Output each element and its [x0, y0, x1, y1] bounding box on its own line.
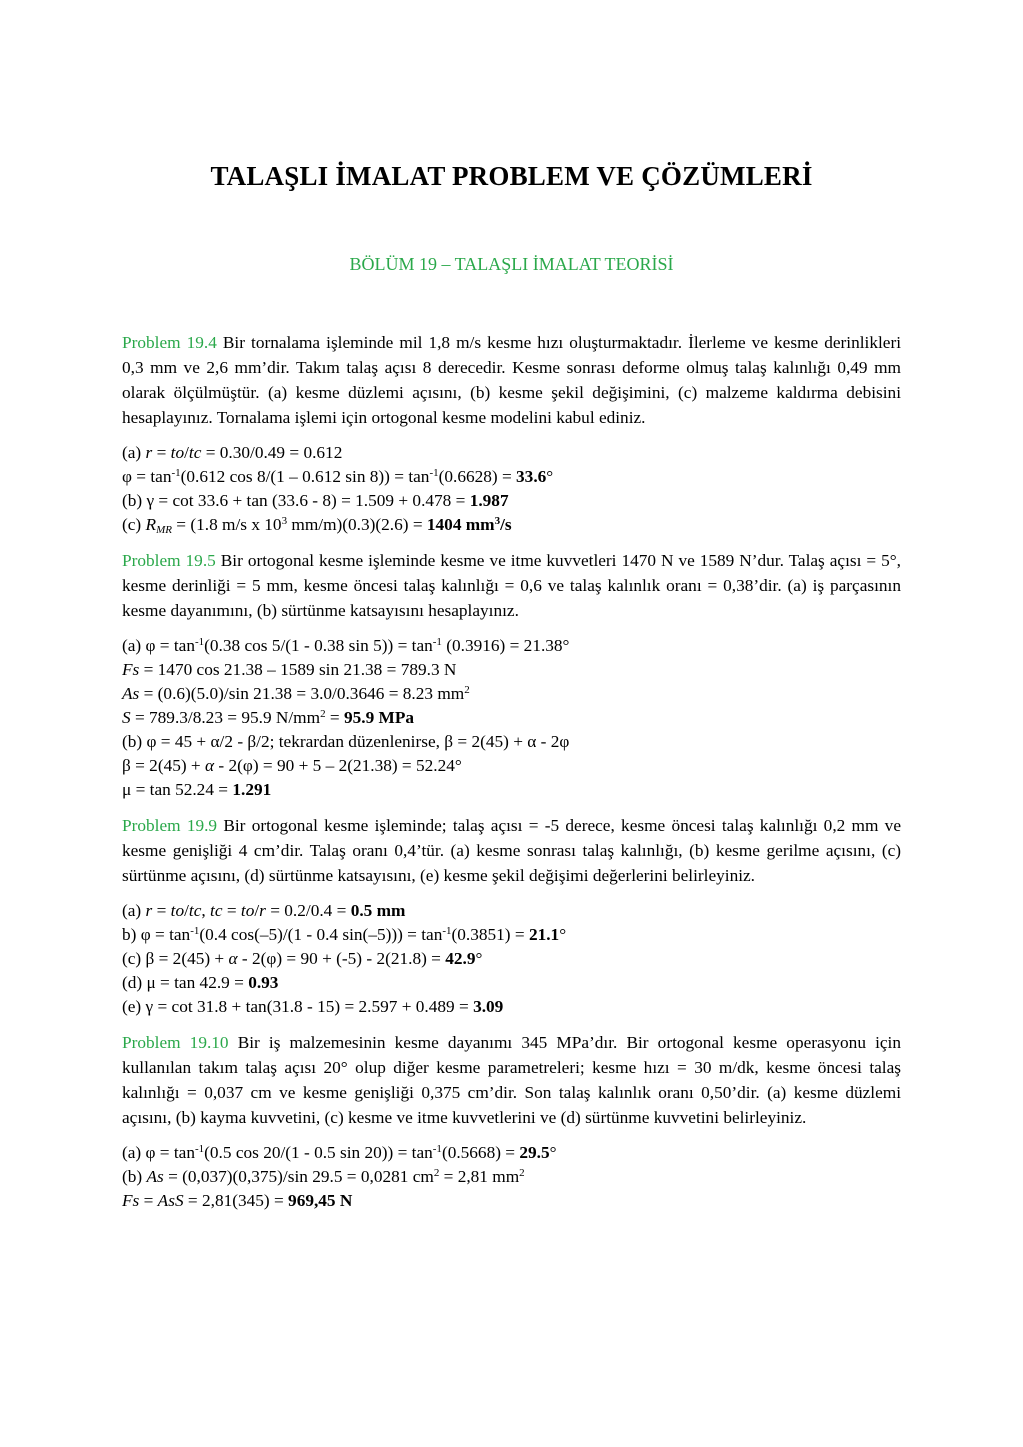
solution-text: - 2(φ) = 90 + 5 – 2(21.38) = 52.24°	[214, 756, 462, 775]
solution-text: -1	[432, 1143, 442, 1155]
solution-text: Fs	[122, 660, 140, 679]
solution-text: r	[259, 901, 266, 920]
problem-label: Problem 19.5	[122, 551, 216, 570]
solution-text: =	[139, 1191, 158, 1210]
problem-statement	[122, 330, 901, 430]
solution-text: /s	[500, 515, 512, 534]
solution-text: 1.291	[232, 780, 272, 799]
solution-text: = 0.2/0.4 =	[265, 901, 351, 920]
solution-text: (0.3851) =	[451, 925, 529, 944]
problem-text: Bir iş malzemesinin kesme dayanımı 345 MPa’dır. Bir ortogonal kesme operasyonu için kullanılan takım talaş açısı 20° olup diğer kesme parametreleri; kesme hızı = 30 m/dk, kesme öncesi talaş kalınlığı = 0,037 cm ve kesme genişliği 0,375 cm’dir. Son talaş kalınlık oranı 0,50’dir. (a) kesme düzlemi açısını, (b) kayma kuvvetini, (c) kesme ve itme kuvvetlerini ve (d) sürtünme kuvvetini belirleyiniz.	[122, 1033, 901, 1127]
solution-text: (0.6628) =	[438, 467, 517, 486]
solution-text: to	[240, 901, 255, 920]
solution-text: = 2,81 mm	[439, 1167, 520, 1186]
solution-text: b) φ = tan	[122, 925, 191, 944]
solution-text: 2	[464, 684, 470, 696]
solution-text: (e) γ = cot 31.8 + tan(31.8 - 15) = 2.597 + 0.489 =	[122, 997, 474, 1016]
solution-text: (a) φ = tan	[122, 636, 195, 655]
solution-text: (c)	[122, 515, 146, 534]
solution-text: = (0,037)(0,375)/sin 29.5 = 0,0281 cm	[163, 1167, 434, 1186]
solution-line	[122, 994, 901, 1018]
solution-text: (d) μ = tan 42.9 =	[122, 973, 249, 992]
solution-text: /	[184, 901, 189, 920]
problem-text: Bir tornalama işleminde mil 1,8 m/s kesme hızı oluşturmaktadır. İlerleme ve kesme derinlikleri 0,3 mm ve 2,6 mm’dir. Takım talaş açısı 8 derecedir. Kesme sonrası deforme olmuş talaş kalınlığı 0,49 mm olarak ölçülmüştür. (a) kesme düzlemi açısını, (b) kesme şekil değişimini, (c) malzeme kaldırma debisini hesaplayınız. Tornalama işlemi için ortogonal kesme modelini kabul ediniz.	[122, 333, 901, 427]
solution-line	[122, 681, 901, 705]
solution-text: =	[152, 443, 171, 462]
solution-text: 1.987	[469, 491, 509, 510]
solution-text: (a) φ = tan	[122, 1143, 195, 1162]
solution-text: (0.4 cos(–5)/(1 - 0.4 sin(–5))) = tan	[199, 925, 443, 944]
solution-text: S	[122, 708, 131, 727]
solution-text: (a)	[122, 443, 146, 462]
problem-label: Problem 19.9	[122, 816, 218, 835]
solution-text: °	[549, 1143, 557, 1162]
solution-text: (c) β = 2(45) +	[122, 949, 229, 968]
solution-text: MR	[156, 524, 172, 536]
document-title: TALAŞLI İMALAT PROBLEM VE ÇÖZÜMLERİ	[210, 161, 813, 191]
solution-text: 33.6	[516, 467, 547, 486]
problem-block	[122, 813, 901, 1018]
problem-statement	[122, 548, 901, 623]
solution-text: =	[325, 708, 344, 727]
solution-text: 42.9	[445, 949, 476, 968]
solution-text: β = 2(45) +	[122, 756, 205, 775]
solution-text: mm/m)(0.3)(2.6) =	[287, 515, 427, 534]
solution-line	[122, 512, 901, 536]
problem-label: Problem 19.4	[122, 333, 217, 352]
solution-text: 0.5 mm	[350, 901, 406, 920]
solution-text: = (0.6)(5.0)/sin 21.38 = 3.0/0.3646 = 8.23 mm	[139, 684, 465, 703]
problem-label: Problem 19.10	[122, 1033, 229, 1052]
problem-block	[122, 330, 901, 536]
solution-line	[122, 777, 901, 801]
solution	[122, 440, 901, 536]
solution-text: 3.09	[473, 997, 504, 1016]
solution-text: to	[170, 443, 185, 462]
solution-text: 3	[281, 515, 288, 527]
solution-line	[122, 1140, 901, 1164]
solution-text: 2	[519, 1167, 525, 1179]
solution-text: 21.1	[528, 925, 560, 944]
solution-text: (b) φ = 45 + α/2 - β/2; tekrardan düzenlenirse, β = 2(45) + α - 2φ	[122, 732, 570, 751]
problem-statement	[122, 813, 901, 888]
solution-text: R	[145, 515, 157, 534]
solution-line	[122, 970, 901, 994]
solution-text: = 1470 cos 21.38 – 1589 sin 21.38 = 789.3 N	[139, 660, 457, 679]
solution-text: -1	[194, 636, 205, 648]
solution-line	[122, 657, 901, 681]
solution-line	[122, 898, 901, 922]
solution-text: (b) γ = cot 33.6 + tan (33.6 - 8) = 1.509 + 0.478 =	[122, 491, 470, 510]
solution-text: to	[170, 901, 185, 920]
solution-text: /	[254, 901, 260, 920]
solution-text: α	[228, 949, 238, 968]
solution-text: = (1.8 m/s x 10	[171, 515, 282, 534]
solution-line	[122, 922, 901, 946]
solution-text: tc	[188, 901, 202, 920]
solution-text: (b)	[122, 1167, 147, 1186]
solution-text: 3	[494, 515, 501, 527]
solution-text: -1	[442, 925, 452, 937]
solution-text: -1	[190, 925, 200, 937]
solution-text: °	[546, 467, 554, 486]
solution-text: tc	[210, 901, 223, 920]
solution-text: (0.5668) =	[441, 1143, 520, 1162]
solution-line	[122, 488, 901, 512]
solution-text: 969,45 N	[288, 1191, 353, 1210]
problem-block	[122, 548, 901, 801]
problem-block	[122, 1030, 901, 1212]
solution-text: -1	[194, 1143, 205, 1155]
solution-text: = 0.30/0.49 = 0.612	[201, 443, 343, 462]
solution-text: ,	[201, 901, 211, 920]
solution-line	[122, 633, 901, 657]
solution-line	[122, 440, 901, 464]
solution-text: 2	[433, 1167, 440, 1179]
solution-text: 2	[320, 708, 326, 720]
solution-text: μ = tan 52.24 =	[122, 780, 233, 799]
solution-text: -1	[429, 467, 439, 479]
solution-text: (0.3916) = 21.38°	[441, 636, 570, 655]
solution-text: 0.93	[248, 973, 279, 992]
solution-text: - 2(φ) = 90 + (-5) - 2(21.8) =	[237, 949, 446, 968]
problems-section	[122, 330, 901, 1224]
solution-text: °	[475, 949, 483, 968]
solution-line	[122, 705, 901, 729]
solution-line	[122, 1188, 901, 1212]
problem-statement	[122, 1030, 901, 1130]
solution-text: AsS	[157, 1191, 184, 1210]
solution-line	[122, 729, 901, 753]
solution	[122, 633, 901, 801]
solution-text: -1	[171, 467, 181, 479]
solution-text: = 2,81(345) =	[183, 1191, 289, 1210]
solution	[122, 898, 901, 1018]
solution-line	[122, 753, 901, 777]
solution-text: -1	[432, 636, 442, 648]
solution-text: As	[122, 684, 140, 703]
solution-text: (a)	[122, 901, 146, 920]
solution-text: r	[145, 443, 153, 462]
solution-text: (0.38 cos 5/(1 - 0.38 sin 5)) = tan	[204, 636, 433, 655]
solution-text: (0.5 cos 20/(1 - 0.5 sin 20)) = tan	[204, 1143, 433, 1162]
solution-text: 95.9 MPa	[343, 708, 415, 727]
solution-text: tc	[188, 443, 202, 462]
solution-text: α	[205, 756, 215, 775]
solution-text: /	[184, 443, 189, 462]
solution-text: r	[145, 901, 153, 920]
solution-text: As	[146, 1167, 164, 1186]
solution-text: (0.612 cos 8/(1 – 0.612 sin 8)) = tan	[180, 467, 430, 486]
solution-text: =	[152, 901, 171, 920]
problem-text: Bir ortogonal kesme işleminde; talaş açısı = -5 derece, kesme öncesi talaş kalınlığı 0,2 mm ve kesme genişliği 4 cm’dir. Talaş oranı 0,4’tür. (a) kesme sonrası talaş kalınlığı, (b) kesme gerilme açısını, (c) sürtünme açısını, (d) sürtünme katsayısını, (e) kesme şekil değişimi değerlerini belirleyiniz.	[122, 816, 901, 885]
chapter-heading: BÖLÜM 19 – TALAŞLI İMALAT TEORİSİ	[349, 254, 674, 274]
solution-text: 1404 mm	[426, 515, 495, 534]
solution-text: Fs	[122, 1191, 140, 1210]
solution-text: 29.5	[519, 1143, 550, 1162]
solution-text: =	[222, 901, 241, 920]
solution-line	[122, 464, 901, 488]
problem-text: Bir ortogonal kesme işleminde kesme ve itme kuvvetleri 1470 N ve 1589 N’dur. Talaş açısı = 5°, kesme derinliği = 5 mm, kesme öncesi talaş kalınlığı = 0,6 ve talaş kalınlık oranı = 0,38’dir. (a) iş parçasının kesme dayanımını, (b) sürtünme katsayısını hesaplayınız.	[122, 551, 901, 620]
solution-text: φ = tan	[122, 467, 172, 486]
solution	[122, 1140, 901, 1212]
solution-line	[122, 946, 901, 970]
solution-line	[122, 1164, 901, 1188]
solution-text: = 789.3/8.23 = 95.9 N/mm	[130, 708, 321, 727]
solution-text: °	[559, 925, 567, 944]
